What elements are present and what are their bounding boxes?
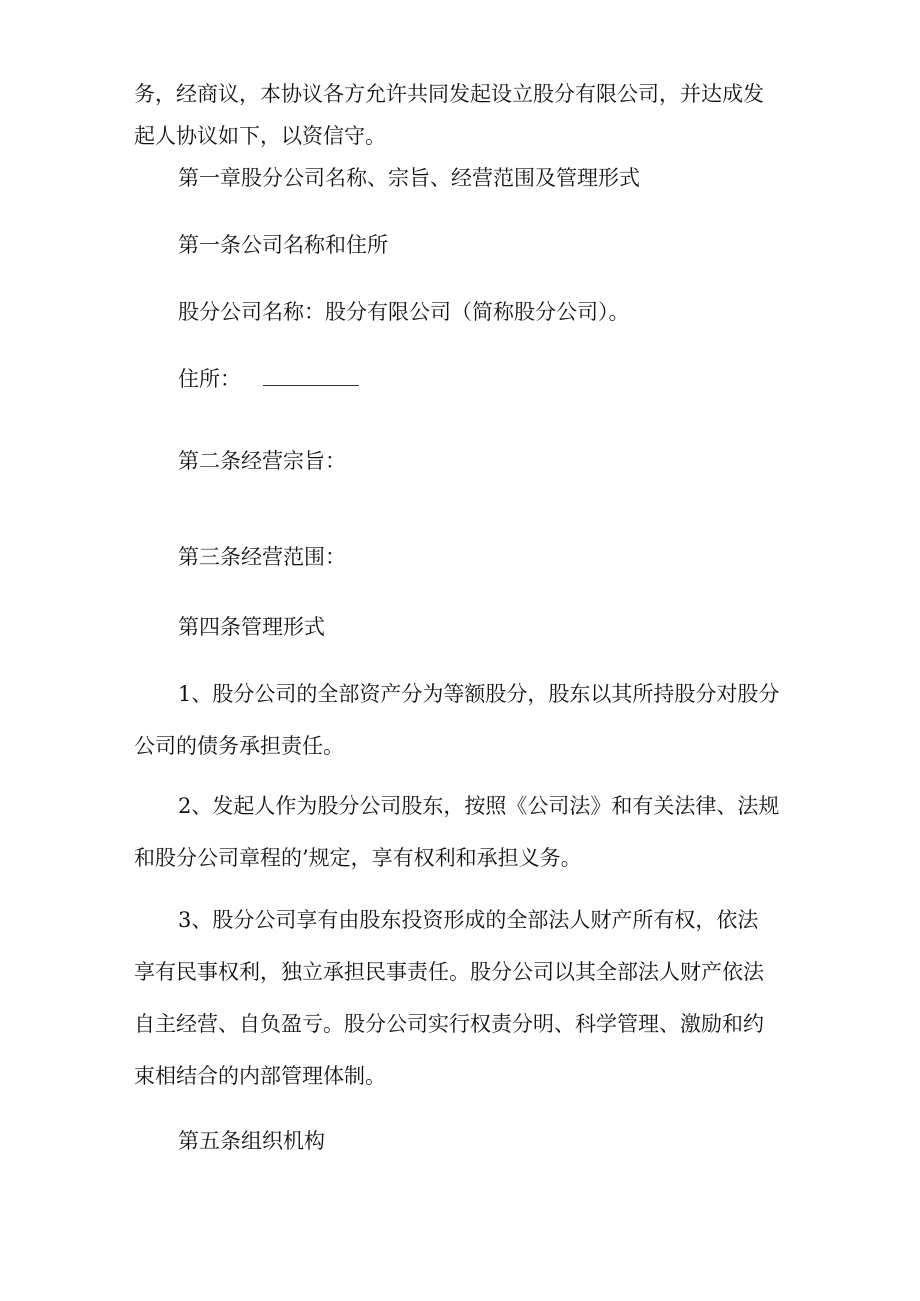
text-line: 第三条经营范围： <box>178 545 346 569</box>
clause-1 <box>134 673 794 767</box>
company-name-line <box>134 291 794 333</box>
article-1-heading <box>134 224 794 266</box>
text-line: 和股分公司章程的’规定，享有权利和承担义务。 <box>134 846 582 870</box>
text-line: 股分公司名称：股分有限公司（简称股分公司）。 <box>178 300 630 324</box>
text-line: 第一条公司名称和住所 <box>178 233 388 257</box>
text-line: 束相结合的内部管理体制。 <box>134 1064 386 1088</box>
text-line: 务，经商议，本协议各方允许共同发起设立股分有限公司，并达成发 <box>134 82 764 106</box>
clause-2 <box>134 785 794 879</box>
address-line <box>134 358 794 400</box>
article-3-heading <box>134 536 794 578</box>
text-line: 自主经营、自负盈亏。股分公司实行权责分明、科学管理、激励和约 <box>134 1012 764 1036</box>
text-line: 1、股分公司的全部资产分为等额股分，股东以其所持股分对股分 <box>178 682 780 706</box>
address-blank-field <box>263 367 359 386</box>
text-line: 第一章股分公司名称、宗旨、经营范围及管理形式 <box>178 166 640 190</box>
text-line: 第四条管理形式 <box>178 615 325 639</box>
address-label: 住所： <box>178 367 241 391</box>
article-5-heading <box>134 1120 794 1162</box>
chapter-heading <box>134 157 794 199</box>
text-line: 第五条组织机构 <box>178 1129 325 1153</box>
article-2-heading <box>134 440 794 482</box>
paragraph-preamble <box>134 73 794 157</box>
clause-3 <box>134 899 794 1097</box>
text-line: 2、发起人作为股分公司股东，按照《公司法》和有关法律、法规 <box>178 794 780 818</box>
text-line: 享有民事权利，独立承担民事责任。股分公司以其全部法人财产依法 <box>134 960 764 984</box>
text-line: 起人协议如下，以资信守。 <box>134 124 386 148</box>
text-line: 3、股分公司享有由股东投资形成的全部法人财产所有权，依法 <box>178 908 759 932</box>
text-line: 第二条经营宗旨： <box>178 449 346 473</box>
article-4-heading <box>134 606 794 648</box>
text-line: 公司的债务承担责任。 <box>134 734 344 758</box>
